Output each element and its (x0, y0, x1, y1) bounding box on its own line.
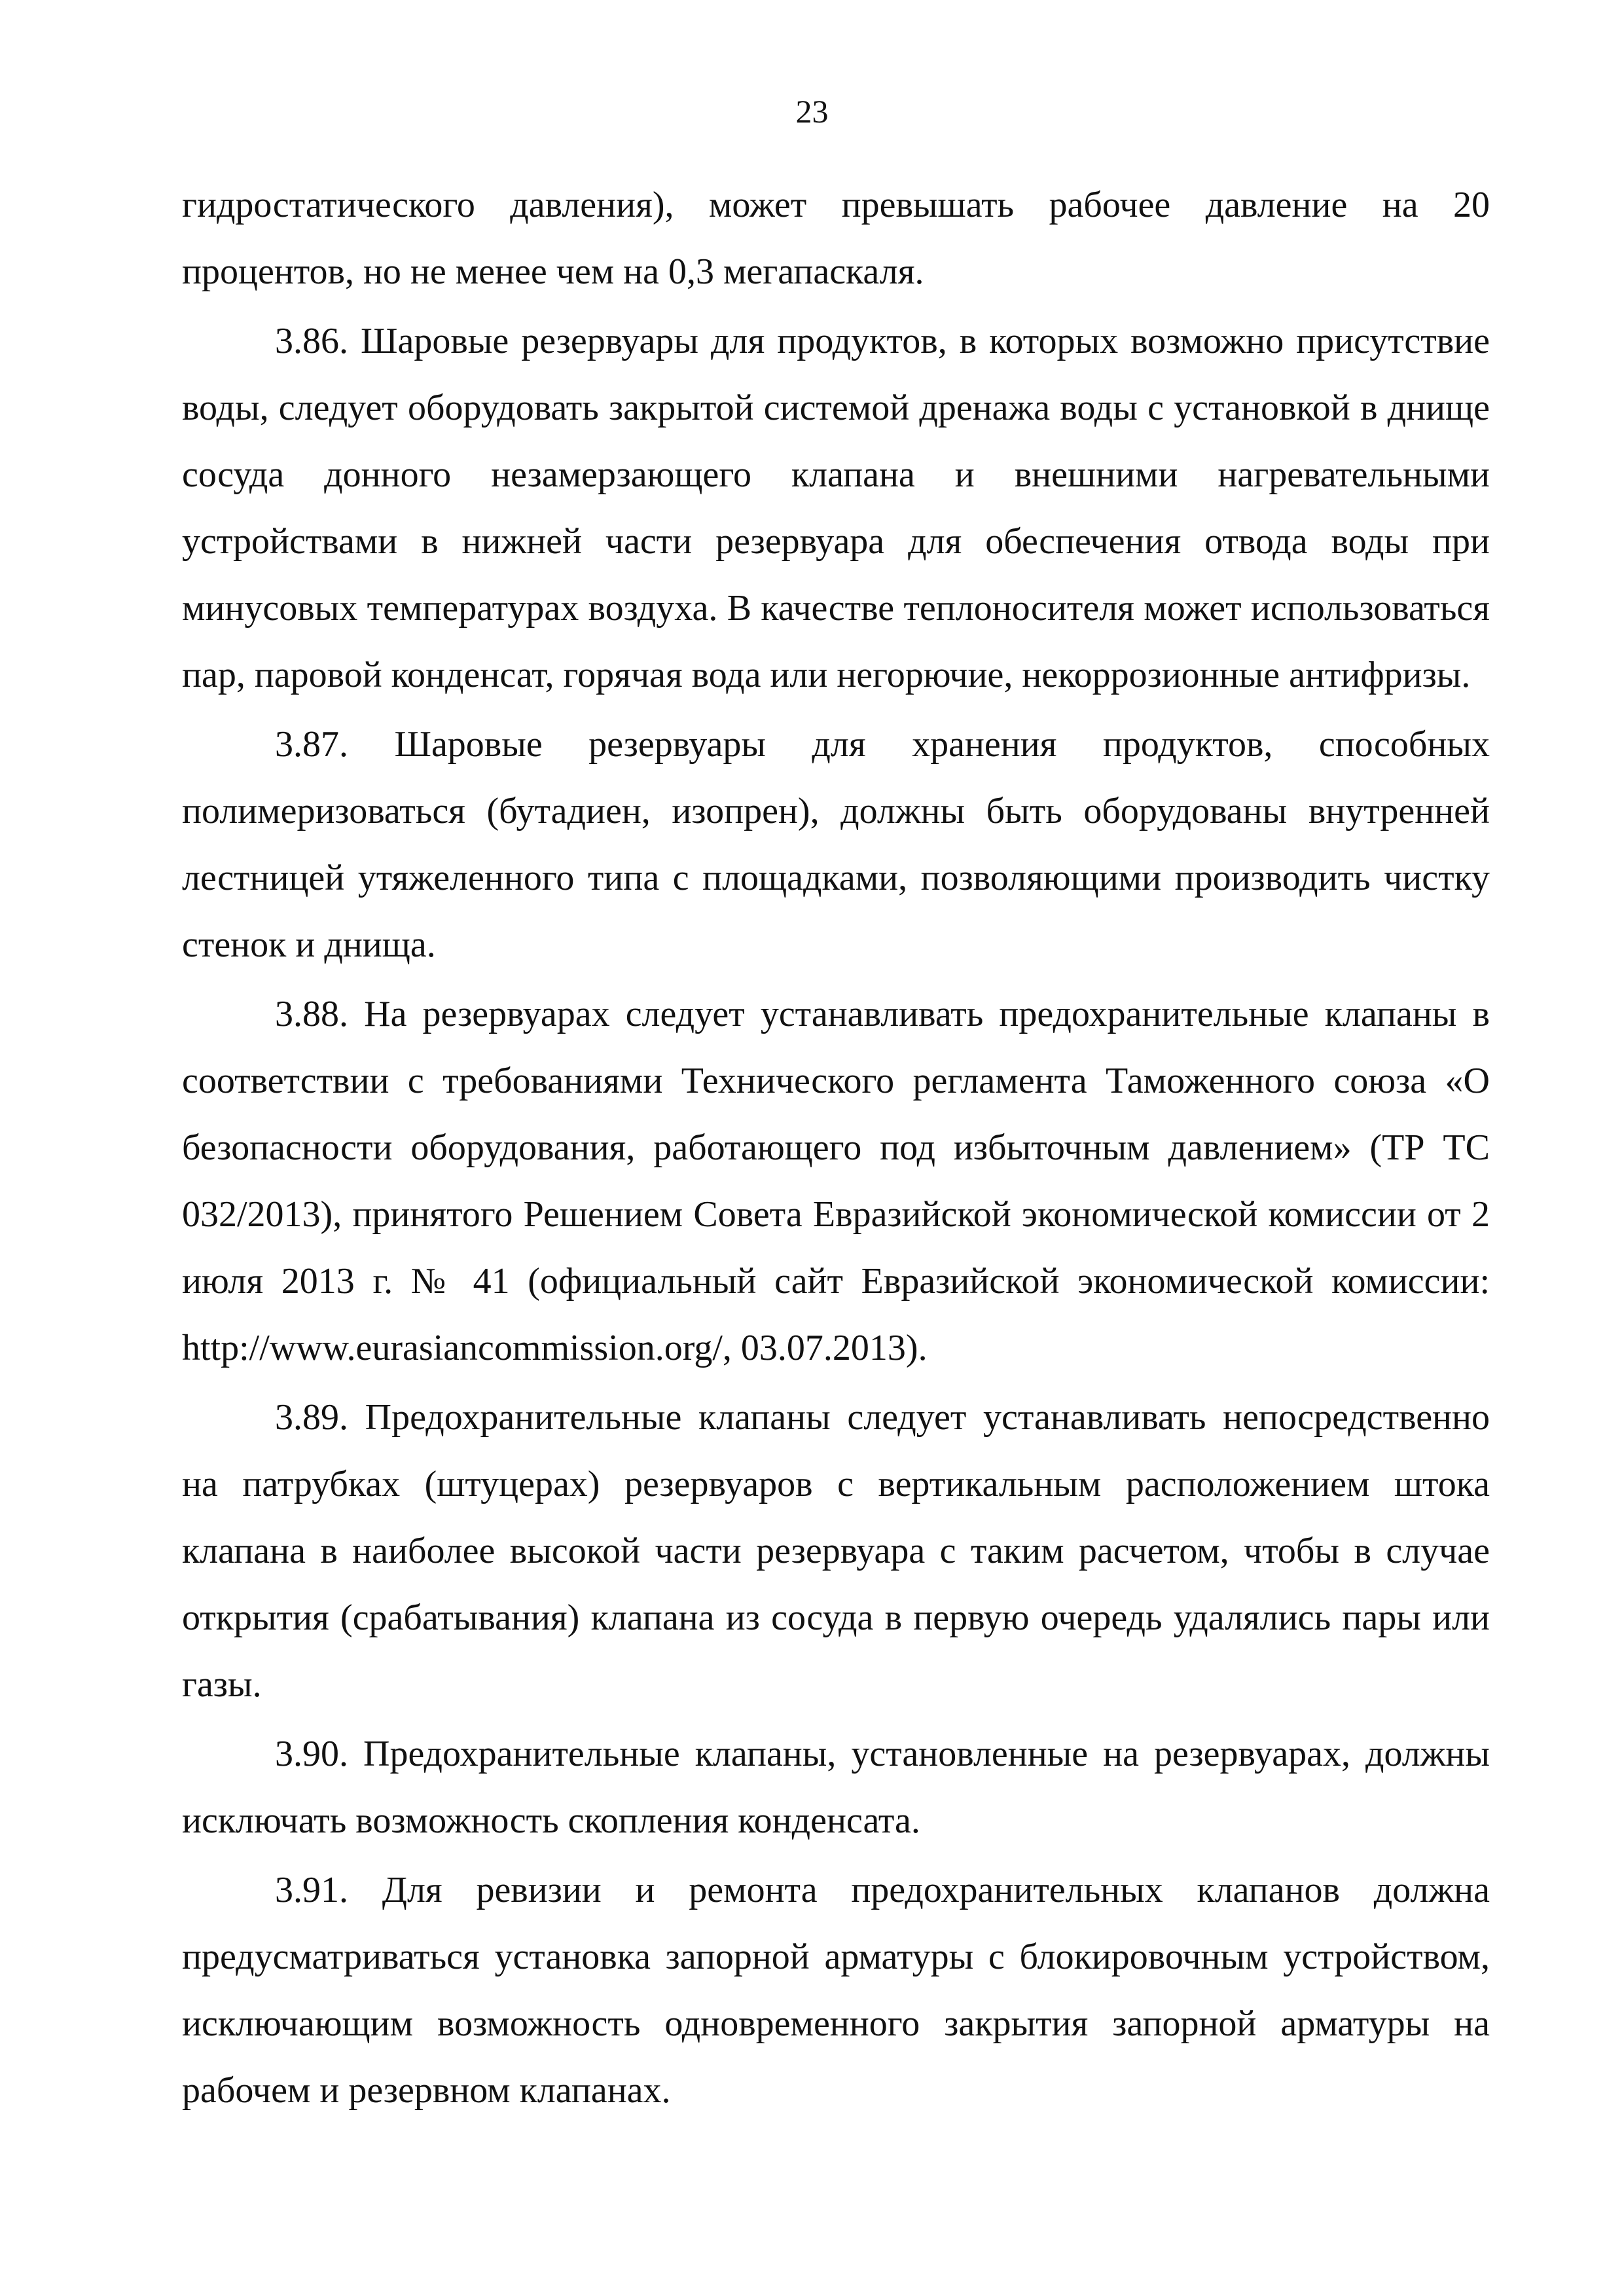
paragraph-3-88: 3.88. На резервуарах следует устанавливать предохранительные клапаны в соответствии с требованиями Технического регламента Таможенного союза «О безопасности оборудования, работающего под избыточным давлением» (ТР ТС 032/2013), принятого Решением Совета Евразийской экономической комиссии от 2 июля 2013 г. № 41 (официальный сайт Евразийской экономической комиссии: http://www.eurasiancommission.org/, 03.07.2013). (182, 994, 1490, 1368)
paragraph-3-89: 3.89. Предохранительные клапаны следует устанавливать непосредственно на патрубках (штуцерах) резервуаров с вертикальным расположением штока клапана в наиболее высокой части резервуара с таким расчетом, чтобы в случае открытия (срабатывания) клапана из сосуда в первую очередь удалялись пары или газы. (182, 1397, 1490, 1705)
paragraph-3-90: 3.90. Предохранительные клапаны, установленные на резервуарах, должны исключать возможность скопления конденсата. (182, 1734, 1490, 1841)
paragraph-continuation: гидростатического давления), может превышать рабочее давление на 20 процентов, но не менее чем на 0,3 мегапаскаля. (182, 185, 1490, 292)
page-number: 23 (795, 93, 829, 130)
document-body (182, 172, 1490, 2124)
paragraph-3-91: 3.91. Для ревизии и ремонта предохранительных клапанов должна предусматриваться установка запорной арматуры с блокировочным устройством, исключающим возможность одновременного закрытия запорной арматуры на рабочем и резервном клапанах. (182, 1870, 1490, 2111)
paragraph-3-87: 3.87. Шаровые резервуары для хранения продуктов, способных полимеризоваться (бутадиен, изопрен), должны быть оборудованы внутренней лестницей утяжеленного типа с площадками, позволяющими производить чистку стенок и днища. (182, 724, 1490, 965)
paragraph-3-86: 3.86. Шаровые резервуары для продуктов, в которых возможно присутствие воды, следует оборудовать закрытой системой дренажа воды с установкой в днище сосуда донного незамерзающего клапана и внешними нагревательными устройствами в нижней части резервуара для обеспечения отвода воды при минусовых температурах воздуха. В качестве теплоносителя может использоваться пар, паровой конденсат, горячая вода или негорючие, некоррозионные антифризы. (182, 321, 1490, 695)
